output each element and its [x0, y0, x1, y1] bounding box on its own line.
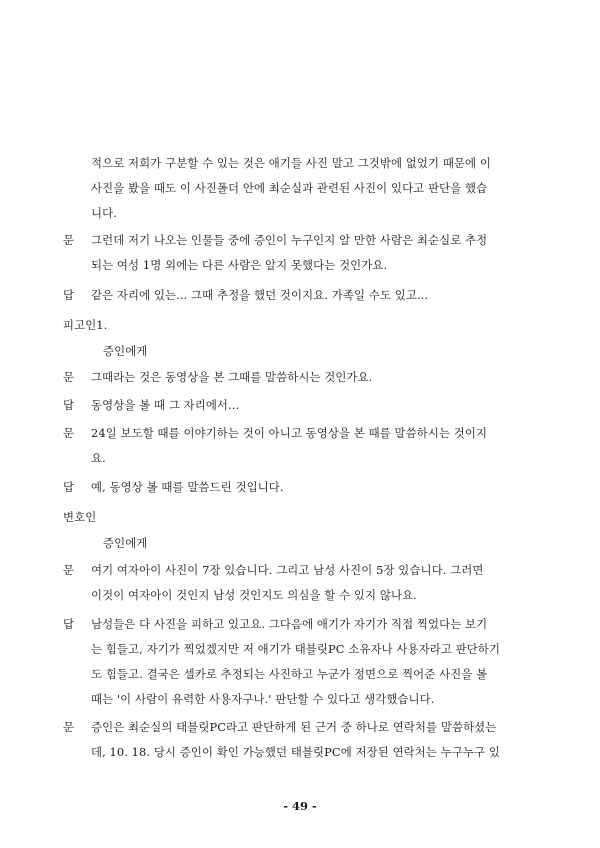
transcript-line: 니다. [91, 206, 117, 220]
transcript-line: 증인은 최순실의 태블릿PC라고 판단하게 된 근거 중 하나로 연락처를 말씀하셨는 [91, 720, 497, 734]
transcript-line: 사진을 봤을 때도 이 사진폴더 안에 최순실과 관련된 사진이 있다고 판단을 했습 [91, 181, 488, 195]
transcript-line: 도 힘들고. 결국은 셀카로 추정되는 사진하고 누군가 정면으로 찍어준 사진을 볼 [91, 667, 488, 681]
question-label: 문 [63, 426, 75, 440]
answer-label: 답 [63, 480, 75, 494]
transcript-line: 남성들은 다 사진을 피하고 있고요. 그다음에 애기가 자기가 직접 찍었다는 보기 [91, 617, 488, 631]
question-label: 문 [63, 370, 75, 384]
addressee-line: 증인에게 [103, 344, 148, 358]
transcript-line: 동영상을 볼 때 그 자리에서... [91, 398, 240, 412]
speaker-heading: 변호인 [63, 510, 97, 524]
transcript-line: 는 힘들고, 자기가 찍었겠지만 저 애기가 태블릿PC 소유자나 사용자라고 판단하기 [91, 642, 501, 656]
page-number: - 49 - [283, 799, 317, 813]
question-label: 문 [63, 563, 75, 577]
transcript-line: 되는 여성 1명 외에는 다른 사람은 알지 못했다는 것인가요. [91, 258, 388, 272]
transcript-line: 적으로 저희가 구분할 수 있는 것은 애기들 사진 말고 그것밖에 없었기 때문에 이 [91, 156, 491, 170]
transcript-line: 요. [91, 451, 106, 465]
answer-label: 답 [63, 398, 75, 412]
transcript-line: 그런데 저기 나오는 인물들 중에 증인이 누구인지 알 만한 사람은 최순실로 추정 [91, 233, 488, 247]
transcript-line: 예, 동영상 볼 때를 말씀드린 것입니다. [91, 480, 284, 494]
transcript-line: 여기 여자아이 사진이 7장 있습니다. 그리고 남성 사진이 5장 있습니다. 그러면 [91, 563, 484, 577]
speaker-heading: 피고인1. [63, 318, 108, 332]
transcript-line: 24일 보도할 때를 이야기하는 것이 아니고 동영상을 본 때를 말씀하시는 것이지 [91, 426, 488, 440]
answer-label: 답 [63, 288, 75, 302]
transcript-line: 때는 '이 사람이 유력한 사용자구나.' 판단할 수 있다고 생각했습니다. [91, 692, 435, 706]
transcript-line: 이것이 여자아이 것인지 남성 것인지도 의심을 할 수 있지 않나요. [91, 588, 417, 602]
question-label: 문 [63, 233, 75, 247]
answer-label: 답 [63, 617, 75, 631]
transcript-line: 같은 자리에 있는... 그때 추정을 했던 것이지요. 가족일 수도 있고... [91, 288, 429, 302]
addressee-line: 증인에게 [103, 536, 148, 550]
transcript-line: 데, 10. 18. 당시 증인이 확인 가능했던 태블릿PC에 저장된 연락처는 누구누구 있 [91, 745, 500, 759]
question-label: 문 [63, 720, 75, 734]
transcript-line: 그때라는 것은 동영상을 본 그때를 말씀하시는 것인가요. [91, 370, 373, 384]
